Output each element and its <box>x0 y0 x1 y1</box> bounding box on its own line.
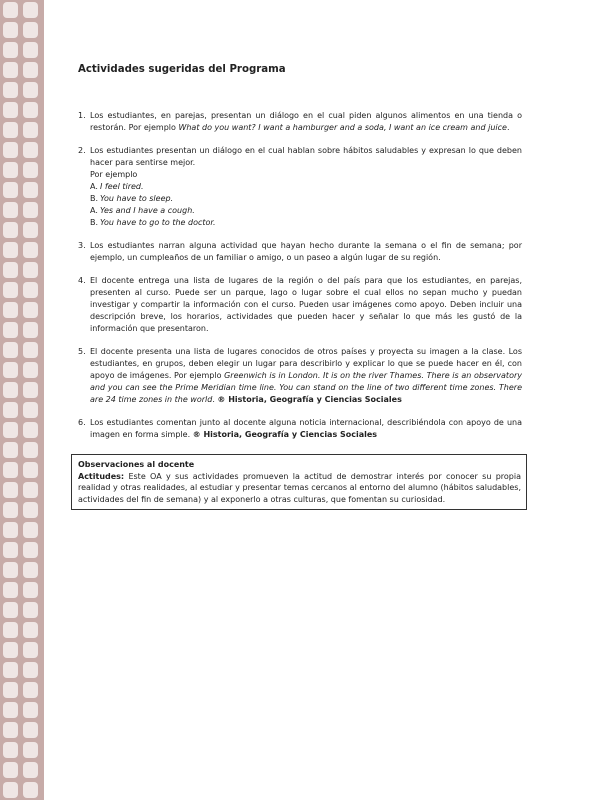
spiral-hole <box>3 562 18 578</box>
spiral-hole <box>23 242 38 258</box>
spiral-hole <box>23 122 38 138</box>
dialogue-text: You have to go to the doctor. <box>100 218 216 227</box>
spiral-hole <box>3 762 18 778</box>
spiral-hole <box>23 182 38 198</box>
observations-text <box>78 471 521 506</box>
speaker: B. <box>90 194 99 203</box>
activity-item <box>78 145 522 229</box>
subject-reference: ® Historia, Geografía y Ciencias Sociales <box>192 430 378 439</box>
dialogue-line <box>90 193 522 205</box>
activity-number: 6. <box>78 418 86 427</box>
spiral-hole <box>23 102 38 118</box>
observations-label: Actitudes: <box>78 471 125 481</box>
activity-text: El docente entrega una lista de lugares de la región o del país para que los estudiantes, en parejas, presenten al curso. Puede ser un parque, lago o lugar sobre el cual ellos no sepan mucho y puedan investigar y compartir la información con el curso. Pueden usar imágenes como apoyo. Deben incluir una descripción breve, los horarios, actividades que pueden hacer y señalar lo que más les gustó de la información que presentaron. <box>90 276 522 333</box>
spiral-hole <box>23 262 38 278</box>
spiral-hole <box>3 522 18 538</box>
spiral-hole <box>23 522 38 538</box>
spiral-hole <box>23 782 38 798</box>
spiral-hole <box>23 282 38 298</box>
activity-text: Los estudiantes narran alguna actividad que hayan hecho durante la semana o el fin de semana; por ejemplo, un cumpleaños de un familiar o amigo, o un paseo a algún lugar de su región. <box>90 241 522 262</box>
spiral-hole <box>23 442 38 458</box>
spiral-hole <box>3 742 18 758</box>
example-label: Por ejemplo <box>90 170 138 179</box>
spiral-hole <box>3 642 18 658</box>
spiral-hole <box>23 702 38 718</box>
spiral-hole <box>23 62 38 78</box>
spiral-hole <box>23 202 38 218</box>
speaker: A. <box>90 182 98 191</box>
spiral-hole <box>23 362 38 378</box>
spiral-hole <box>3 22 18 38</box>
spiral-hole <box>23 22 38 38</box>
spiral-hole <box>3 342 18 358</box>
activity-tail: . <box>506 123 510 132</box>
spiral-hole <box>3 482 18 498</box>
spiral-hole <box>3 622 18 638</box>
spiral-hole <box>3 782 18 798</box>
activity-text: Los estudiantes presentan un diálogo en el cual hablan sobre hábitos saludables y expresan lo que deben hacer para sentirse mejor. <box>90 146 522 167</box>
spiral-hole <box>23 162 38 178</box>
spiral-hole <box>23 302 38 318</box>
activity-item <box>78 346 522 406</box>
spiral-hole <box>3 702 18 718</box>
spiral-hole <box>3 2 18 18</box>
spiral-hole <box>3 102 18 118</box>
spiral-hole <box>23 502 38 518</box>
spiral-hole <box>3 42 18 58</box>
page-title: Actividades sugeridas del Programa <box>78 64 286 75</box>
activity-item <box>78 240 522 264</box>
observations-title: Observaciones al docente <box>78 460 195 469</box>
activity-list <box>78 110 522 441</box>
activity-example: Greenwich is in London. It is on the river Thames. There is an observatory and you can see the Prime Meridian time line. You can stand on the line of two different time zones. There are 24 time zones in the world <box>90 371 522 404</box>
spiral-hole <box>23 642 38 658</box>
spiral-hole <box>3 462 18 478</box>
spiral-hole <box>23 722 38 738</box>
spiral-hole <box>3 542 18 558</box>
spiral-hole <box>3 282 18 298</box>
spiral-hole <box>3 122 18 138</box>
spiral-hole <box>23 662 38 678</box>
spiral-hole <box>23 602 38 618</box>
spiral-hole <box>3 502 18 518</box>
spiral-hole <box>23 222 38 238</box>
activity-example: What do you want? I want a hamburger and a soda, I want an ice cream and juice <box>178 123 507 132</box>
speaker: A. <box>90 206 98 215</box>
speaker: B. <box>90 218 99 227</box>
spiral-hole <box>23 142 38 158</box>
dialogue-text: I feel tired. <box>100 182 144 191</box>
dialogue-text: You have to sleep. <box>100 194 174 203</box>
spiral-hole <box>23 682 38 698</box>
spiral-hole <box>3 302 18 318</box>
spiral-hole <box>3 202 18 218</box>
activity-number: 3. <box>78 241 86 250</box>
activity-number: 4. <box>78 276 86 285</box>
spiral-hole <box>23 482 38 498</box>
activity-item <box>78 417 522 441</box>
spiral-hole <box>23 622 38 638</box>
activity-number: 5. <box>78 347 86 356</box>
dialogue-line <box>90 181 522 193</box>
activity-text: Los estudiantes, en parejas, presentan un diálogo en el cual piden algunos alimentos en una tienda o restorán. Por ejemplo <box>90 111 522 132</box>
observations-box <box>71 454 527 510</box>
spiral-hole <box>3 242 18 258</box>
activity-item <box>78 110 522 134</box>
dialogue-line <box>90 217 522 229</box>
spiral-hole <box>3 422 18 438</box>
spiral-hole <box>23 382 38 398</box>
spiral-hole <box>23 762 38 778</box>
spiral-hole <box>3 362 18 378</box>
spiral-hole <box>23 2 38 18</box>
spiral-hole <box>3 262 18 278</box>
observations-body: Este OA y sus actividades promueven la actitud de demostrar interés por conocer su propia realidad y otras realidades, al estudiar y presentar temas cercanos al entorno del alumno (hábitos saludables, actividades del fin de semana) y al exponerlo a otras culturas, que fomentan su curiosidad. <box>78 471 521 504</box>
activity-text: Los estudiantes comentan junto al docente alguna noticia internacional, describiéndola con apoyo de una imagen en forma simple. <box>90 418 522 439</box>
spiral-hole <box>23 562 38 578</box>
spiral-hole <box>23 422 38 438</box>
spiral-hole <box>3 162 18 178</box>
activity-text: El docente presenta una lista de lugares conocidos de otros países y proyecta su imagen a la clase. Los estudiantes, en grupos, deben elegir un lugar para describirlo y explicar lo que se puede hacer en él, con apoyo de imágenes. Por ejemplo <box>90 347 522 380</box>
spiral-hole <box>3 682 18 698</box>
spiral-hole <box>3 582 18 598</box>
spiral-hole <box>23 342 38 358</box>
spiral-hole <box>3 222 18 238</box>
spiral-hole <box>3 322 18 338</box>
spiral-hole <box>3 182 18 198</box>
spiral-hole <box>23 322 38 338</box>
spiral-hole <box>23 742 38 758</box>
spiral-hole <box>3 82 18 98</box>
spiral-binding <box>0 0 44 800</box>
activity-item <box>78 275 522 335</box>
spiral-hole <box>3 722 18 738</box>
spiral-hole <box>23 462 38 478</box>
spiral-hole <box>3 402 18 418</box>
dialogue-text: Yes and I have a cough. <box>100 206 195 215</box>
spiral-hole <box>3 602 18 618</box>
spiral-hole <box>3 382 18 398</box>
spiral-hole <box>3 662 18 678</box>
activity-number: 2. <box>78 146 86 155</box>
spiral-hole <box>23 582 38 598</box>
dialogue-line <box>90 205 522 217</box>
spiral-hole <box>3 142 18 158</box>
spiral-hole <box>23 82 38 98</box>
spiral-hole <box>3 442 18 458</box>
page-content <box>78 64 522 452</box>
spiral-hole <box>3 62 18 78</box>
subject-reference: ® Historia, Geografía y Ciencias Sociales <box>217 395 402 404</box>
spiral-hole <box>23 42 38 58</box>
activity-tail: . <box>212 395 218 404</box>
spiral-hole <box>23 402 38 418</box>
activity-number: 1. <box>78 111 86 120</box>
spiral-hole <box>23 542 38 558</box>
